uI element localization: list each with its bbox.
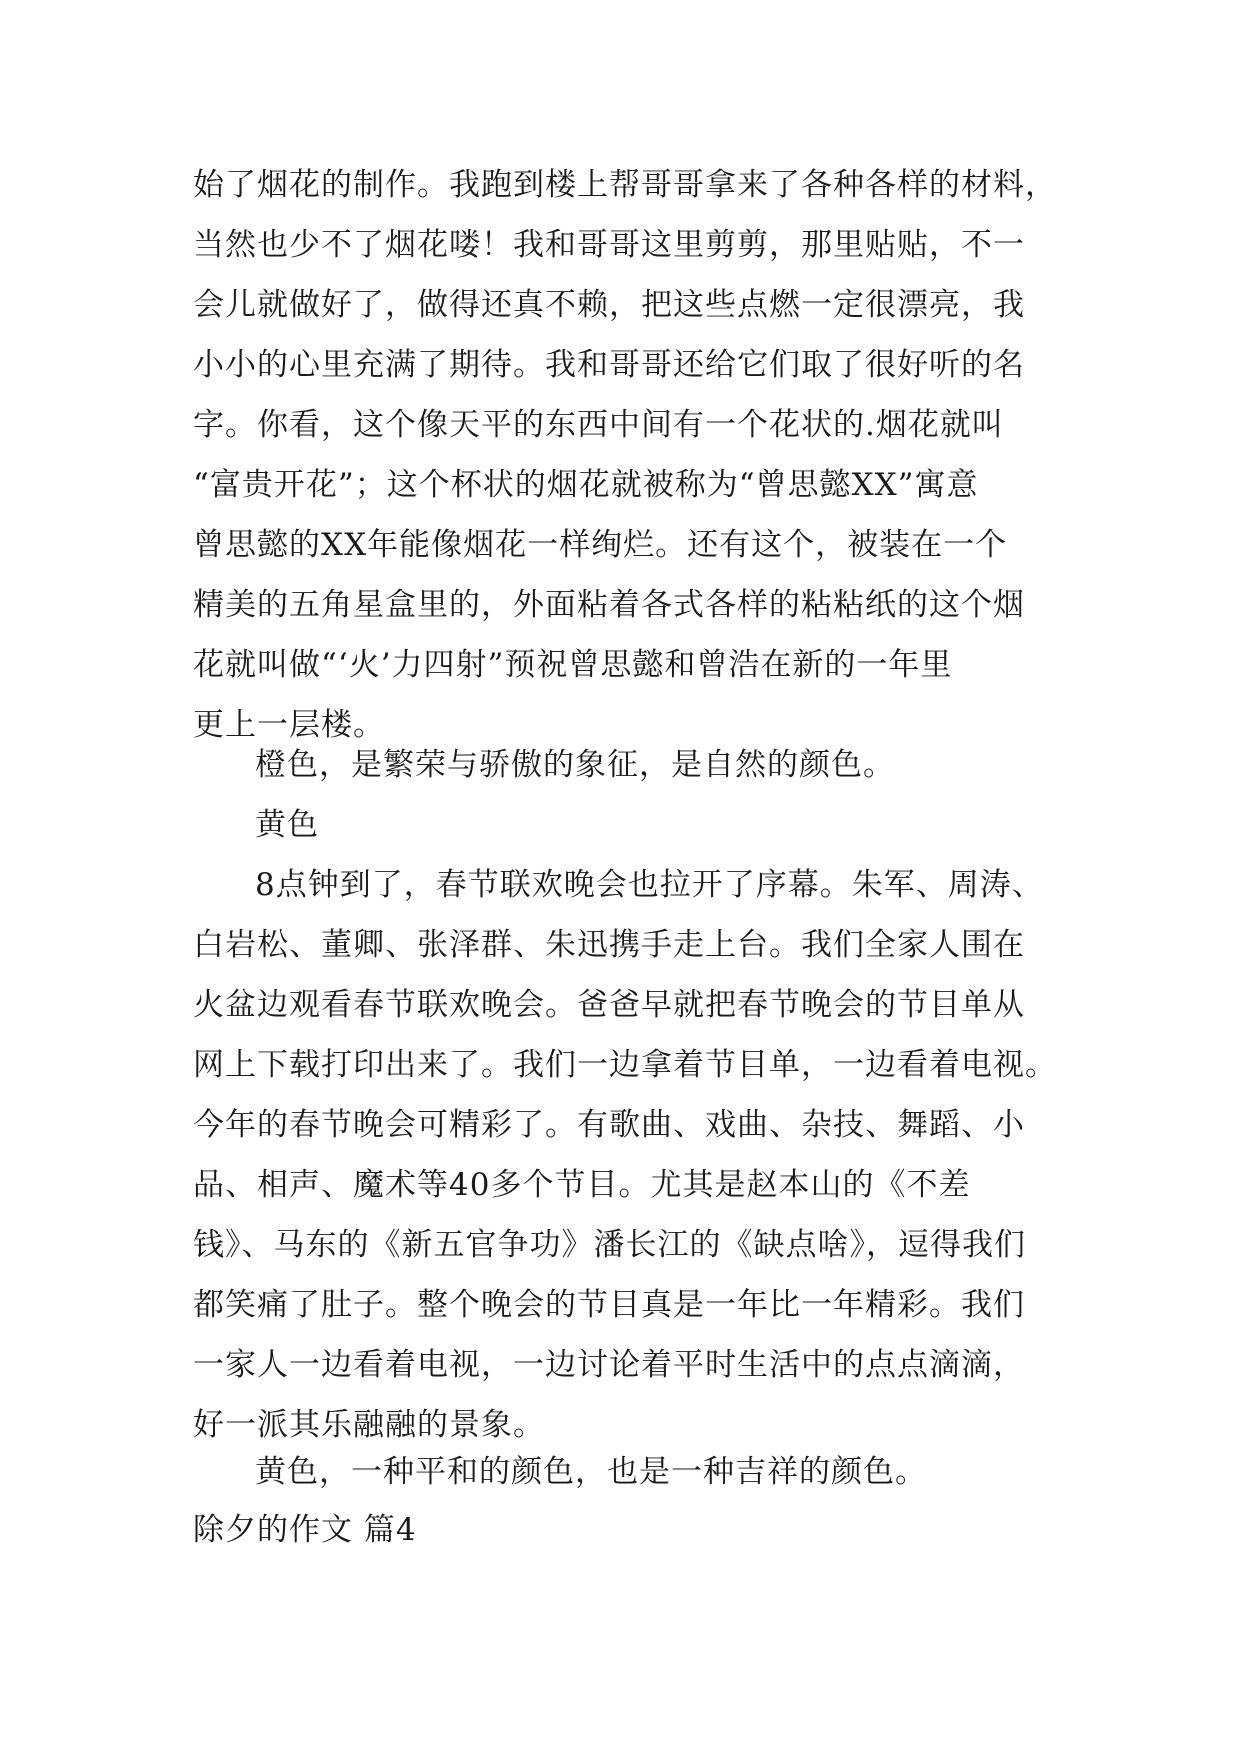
text-line: 都笑痛了肚子。整个晚会的节目真是一年比一年精彩。我们 bbox=[193, 1287, 1025, 1323]
text-line: 网上下载打印出来了。我们一边拿着节目单，一边看着电视。 bbox=[193, 1047, 1057, 1083]
paragraph-fireworks bbox=[193, 155, 1093, 755]
text-line: 黄色 bbox=[255, 807, 319, 843]
text-line: 一家人一边看着电视，一边讨论着平时生活中的点点滴滴， bbox=[193, 1347, 1025, 1383]
text-line: 更上一层楼。 bbox=[193, 707, 385, 743]
text-line: 花就叫做“‘火’力四射”预祝曾思懿和曾浩在新的一年里 bbox=[193, 647, 953, 683]
section-label-yellow bbox=[193, 795, 1093, 855]
text-line: 曾思懿的XX年能像烟花一样绚烂。还有这个，被装在一个 bbox=[193, 527, 1008, 563]
paragraph-gala bbox=[193, 855, 1093, 1455]
section-heading bbox=[193, 1500, 1093, 1560]
text-line: “富贵开花”；这个杯状的烟花就被称为“曾思懿XX”寓意 bbox=[193, 467, 979, 503]
text-line: 今年的春节晚会可精彩了。有歌曲、戏曲、杂技、舞蹈、小 bbox=[193, 1107, 1025, 1143]
text-line: 精美的五角星盒里的，外面粘着各式各样的粘粘纸的这个烟 bbox=[193, 587, 1025, 623]
text-line: 当然也少不了烟花喽！我和哥哥这里剪剪，那里贴贴，不一 bbox=[193, 227, 1025, 263]
text-line: 小小的心里充满了期待。我和哥哥还给它们取了很好听的名 bbox=[193, 347, 1025, 383]
text-line: 火盆边观看春节联欢晚会。爸爸早就把春节晚会的节目单从 bbox=[193, 987, 1025, 1023]
heading-text: 除夕的作文 篇4 bbox=[193, 1512, 417, 1548]
text-line: 品、相声、魔术等40多个节目。尤其是赵本山的《不差 bbox=[193, 1167, 971, 1203]
text-line: 始了烟花的制作。我跑到楼上帮哥哥拿来了各种各样的材料， bbox=[193, 167, 1057, 203]
text-line: 橙色，是繁荣与骄傲的象征，是自然的颜色。 bbox=[255, 747, 895, 783]
text-line: 字。你看，这个像天平的东西中间有一个花状的.烟花就叫 bbox=[193, 407, 1004, 443]
paragraph-orange bbox=[193, 735, 1093, 795]
text-line: 白岩松、董卿、张泽群、朱迅携手走上台。我们全家人围在 bbox=[193, 927, 1025, 963]
text-line: 钱》、马东的《新五官争功》潘长江的《缺点啥》，逗得我们 bbox=[193, 1227, 1026, 1263]
text-line: 8点钟到了，春节联欢晚会也拉开了序幕。朱军、周涛、 bbox=[255, 867, 1044, 903]
text-line: 好一派其乐融融的景象。 bbox=[193, 1407, 545, 1443]
paragraph-yellow bbox=[193, 1442, 1093, 1502]
text-line: 黄色，一种平和的颜色，也是一种吉祥的颜色。 bbox=[255, 1454, 927, 1490]
text-line: 会儿就做好了，做得还真不赖，把这些点燃一定很漂亮，我 bbox=[193, 287, 1025, 323]
